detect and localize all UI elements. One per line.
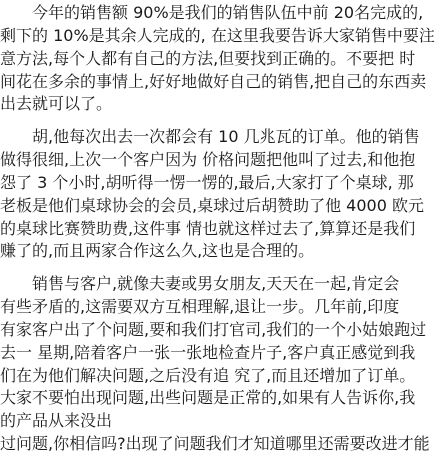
text-line: 赚了的,而且两家合作这么久,这也是合理的。 [0, 241, 315, 260]
text-line: 去一 星期,陪着客户一张一张地检查片子,客户真正感觉到我 [0, 343, 416, 362]
text-line: 胡,他每次出去一次都会有 10 几兆瓦的订单。他的销售 [0, 127, 420, 146]
text-line: 的桌球比赛赞助费,这件事 情也就这样过去了,算算还是我们 [0, 219, 416, 238]
text-line: 剩下的 10%是其余人完成的, 在这里我要告诉大家销售中要注 [0, 26, 435, 45]
text-line: 销售与客户,就像夫妻或男女朋友,天天在一起,肯定会 [0, 274, 400, 293]
text-line: 间花在多余的事情上,好好地做好自己的销售,把自己的东西卖 [0, 72, 427, 91]
text-line: 做得很细,上次一个客户因为 价格问题把他叫了过去,和他抱 [0, 150, 416, 169]
text-line: 怨了 3 个小时,胡听得一愣一愣的,最后,大家打了个桌球, 那 [0, 173, 414, 192]
text-line: 有家客户出了个问题,要和我们打官司,我们的一个小姑娘跑过 [0, 320, 427, 339]
text-line: 有些矛盾的,这需要双方互相理解,退让一步。几年前,印度 [0, 297, 400, 316]
text-line: 今年的销售额 90%是我们的销售队伍中前 20名完成的, [0, 3, 424, 22]
text-line: 的产品从来没出 [0, 411, 113, 430]
text-line: 们在为他们解决问题,之后没有追 究了,而且还增加了订单。 [0, 366, 416, 385]
text-line: 意方法,每个人都有自己的方法,但要找到正确的。不要把 时 [0, 49, 416, 68]
text-line: 老板是他们桌球协会的会员,桌球过后胡赞助了他 4000 欧元 [0, 196, 424, 215]
text-line: 过问题,你相信吗?出现了问题我们才知道哪里还需要改进才能 [0, 434, 430, 453]
text-line: 大家不要怕出现问题,出些问题是正常的,如果有人告诉你,我 [0, 388, 416, 407]
text-line: 出去就可以了。 [0, 94, 113, 113]
